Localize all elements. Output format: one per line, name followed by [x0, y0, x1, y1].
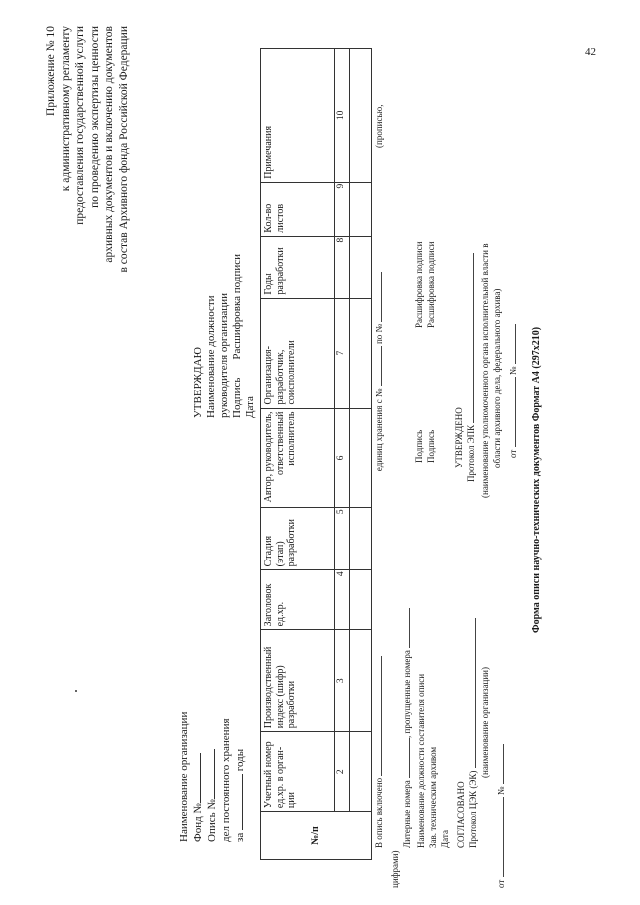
za-label: за [233, 832, 246, 842]
approve-signature-decode: Расшифровка подписи [231, 254, 243, 360]
approved-number-blank [508, 324, 516, 364]
included-label: В опись включено [374, 777, 384, 848]
appendix-line: предоставления государственной услуги [74, 26, 87, 225]
approve-position: Наименование должности [205, 295, 217, 418]
table-cell [349, 508, 371, 570]
appendix-line: в состав Архивного фонда Российской Федерации [117, 26, 130, 273]
column-number: 7 [335, 298, 350, 408]
table-row [349, 49, 371, 860]
approved-date-blank [508, 377, 516, 447]
protocol-cek-line [468, 618, 479, 848]
archive-head-signature-decode: Расшифровка подписи [426, 241, 436, 328]
table-cell [349, 236, 371, 298]
years-blank [233, 774, 243, 830]
column-number: 5 [335, 508, 350, 570]
header-cell: №/п [261, 812, 372, 860]
authority-hint-1: (наименование уполномоченного органа исполнительной власти в [480, 243, 490, 498]
compiler-position: Наименование должности составителя описи [416, 673, 426, 848]
archive-head-signature: Подпись [426, 429, 436, 463]
column-number: 3 [335, 630, 350, 732]
header-cell: Заголовок ед.хр. [261, 570, 335, 630]
compiler-signature-decode: Расшифровка подписи [414, 241, 424, 328]
header-cell: Автор, руководитель, ответственный исполнитель [261, 408, 335, 508]
ot-label-2: от [508, 449, 518, 458]
approve-position-2: руководителя организации [218, 293, 230, 418]
org-name-hint: (наименование организации) [480, 667, 490, 778]
header-cell: Примечания [261, 49, 335, 183]
ot-label: от [496, 879, 506, 888]
appendix-header [44, 26, 132, 356]
table-cell [349, 732, 371, 812]
in-words-note: (прописью, [374, 104, 384, 148]
protocol-cek-blank [468, 618, 476, 768]
in-digits-note: цифрами) [390, 850, 400, 888]
form-caption: Форма описи научно-технических документов Формат А4 (297х210) [531, 326, 542, 633]
header-cell: Стадия (этап) разработки [261, 508, 335, 570]
column-number: 4 [335, 570, 350, 630]
inventory-table [260, 48, 372, 860]
table-header-row [261, 49, 335, 860]
table-cell [349, 49, 371, 183]
header-cell: Производственный индекс (шифр) разработки [261, 630, 335, 732]
column-number: 10 [335, 49, 350, 183]
agreed-date-line [496, 744, 507, 888]
approval-block [192, 254, 257, 418]
fond-label: Фонд № [192, 803, 205, 842]
no-label: № [496, 786, 506, 796]
to-number-blank [374, 272, 382, 322]
literal-numbers-line [402, 608, 413, 848]
opis-label: Опись № [206, 799, 219, 842]
footer-date: Дата [440, 830, 450, 848]
opis-blank [205, 749, 215, 799]
page-number: 42 [585, 46, 596, 58]
po-label: по № [374, 323, 384, 345]
column-number: 6 [335, 408, 350, 508]
organization-name: Наименование организации [178, 711, 190, 842]
column-number: 8 [335, 236, 350, 298]
table-cell [349, 630, 371, 732]
from-number-blank [374, 346, 382, 386]
header-cell: Учетный номер ед.хр. в орган-ции [261, 732, 335, 812]
agreed-date-blank [496, 797, 504, 877]
appendix-line: Приложение № 10 [45, 26, 57, 116]
protocol-epk-blank [466, 253, 474, 423]
column-number: 2 [335, 732, 350, 812]
rotated-form-sheet [40, 8, 600, 888]
protocol-epk-label: Протокол ЭПК [466, 424, 476, 482]
literal-numbers-label: Литерные номера [402, 780, 412, 848]
approved-date-line [508, 324, 519, 458]
appendix-line: к административному регламенту [59, 26, 72, 192]
column-number: 9 [335, 182, 350, 236]
approve-date: Дата [244, 396, 256, 418]
authority-hint-2: области архивного дела, федерального архива) [492, 288, 502, 468]
approved-title: УТВЕРЖДЕНО [454, 407, 464, 468]
units-label: единиц хранения с № [374, 388, 384, 472]
table-cell [349, 298, 371, 408]
header-cell: Годы разработки [261, 236, 335, 298]
column-number-row [335, 49, 350, 860]
no-label-2: № [508, 366, 518, 376]
header-cell: Кол-во листов [261, 182, 335, 236]
compiler-line [416, 674, 427, 848]
protocol-cek-label: Протокол ЦЭК (ЭК) [468, 770, 478, 848]
protocol-epk-line [466, 253, 477, 482]
appendix-line: по проведению экспертизы ценности [88, 26, 101, 208]
agreed-title: СОГЛАСОВАНО [456, 781, 466, 848]
agreed-number-blank [496, 744, 504, 784]
missing-numbers-label: , пропущенные номера [402, 650, 412, 738]
compiler-signature: Подпись [414, 429, 424, 463]
included-blank [374, 656, 382, 776]
literal-numbers-blank [402, 738, 410, 778]
missing-numbers-blank [402, 608, 410, 648]
storage-label: дел постоянного хранения [219, 718, 232, 842]
approve-title: УТВЕРЖДАЮ [192, 347, 204, 418]
organization-block [178, 712, 247, 842]
archive-head: Зав. техническим архивом [428, 746, 438, 848]
years-label: годы [233, 748, 246, 772]
table-cell [349, 570, 371, 630]
included-line [374, 272, 385, 848]
header-cell: Организация-разработчик, соисполнители [261, 298, 335, 408]
appendix-line: архивных документов и включению документов [103, 26, 116, 263]
table-cell [349, 182, 371, 236]
table-cell [349, 408, 371, 508]
approve-signature: Подпись [231, 377, 243, 418]
fond-blank [191, 753, 201, 803]
